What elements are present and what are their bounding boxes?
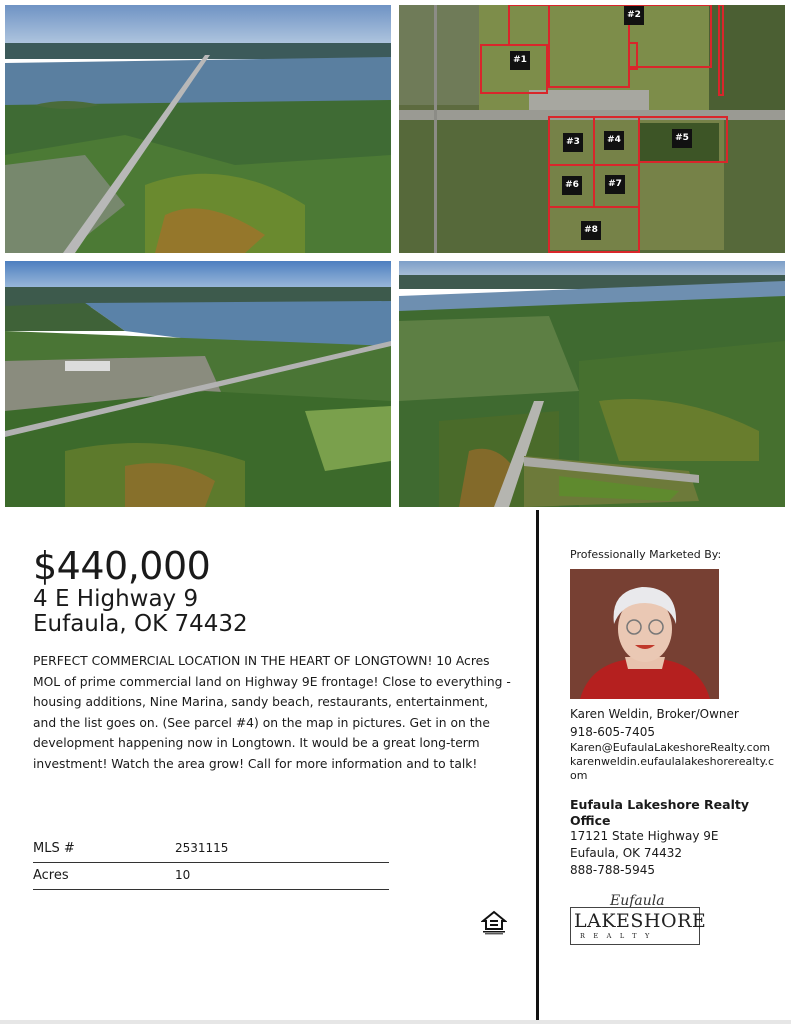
aerial-photo-town-lake [5,261,391,507]
page-bottom-line [0,1020,791,1024]
listing-facts-table [33,836,389,890]
fact-label: Acres [33,868,69,883]
listing-price: $440,000 [33,544,211,588]
parcel-label: #1 [510,51,530,70]
office-name: Eufaula Lakeshore Realty Office [570,797,750,828]
vertical-divider [536,510,539,1020]
parcel-map [399,5,785,253]
brokerage-logo [570,893,707,945]
fact-row-mls [33,836,389,863]
office-phone[interactable]: 888-788-5945 [570,863,656,877]
parcel-label: #3 [563,133,583,152]
fact-value: 10 [175,868,191,882]
listing-description: PERFECT COMMERCIAL LOCATION IN THE HEART OF LONGTOWN! 10 Acres MOL of prime commercial land on Highway 9E frontage! Close to everything - housing additions, Nine Marina, sandy beach, restaurants, entertainment, and the list goes on. (See parcel #4) on the map in pictures. Get in on the development happening now in Longtown. It would be a great long-term investment! Watch the area grow! Call for more information and to talk! [33,654,511,771]
logo-script-text: Eufaula [610,893,665,909]
parcel-label: #5 [672,129,692,148]
agent-website[interactable]: karenweldin.eufaulalakeshorerealty.com [570,755,775,782]
parcel-label: #6 [562,176,582,195]
logo-sub-text: REALTY [580,932,658,940]
fact-row-acres [33,863,389,890]
agent-phone[interactable]: 918-605-7405 [570,725,656,739]
office-street: 17121 State Highway 9E [570,829,719,843]
address-line-2: Eufaula, OK 74432 [33,611,248,637]
parcel-label: #7 [605,175,625,194]
equal-housing-opportunity-icon [481,909,507,935]
logo-main-text: LAKESHORE [574,910,707,932]
address-line-1: 4 E Highway 9 [33,586,199,612]
fact-value: 2531115 [175,841,229,855]
agent-photo [570,569,719,699]
agent-name: Karen Weldin, Broker/Owner [570,707,739,721]
aerial-photo-commercial-land [399,261,785,507]
fact-label: MLS # [33,841,75,856]
aerial-photo-lake-bridge [5,5,391,253]
parcel-label: #2 [624,6,644,25]
marketed-by-label: Professionally Marketed By: [570,548,722,561]
parcel-label: #8 [581,221,601,240]
office-city: Eufaula, OK 74432 [570,846,682,860]
agent-email[interactable]: Karen@EufaulaLakeshoreRealty.com [570,741,771,754]
parcel-label: #4 [604,131,624,150]
